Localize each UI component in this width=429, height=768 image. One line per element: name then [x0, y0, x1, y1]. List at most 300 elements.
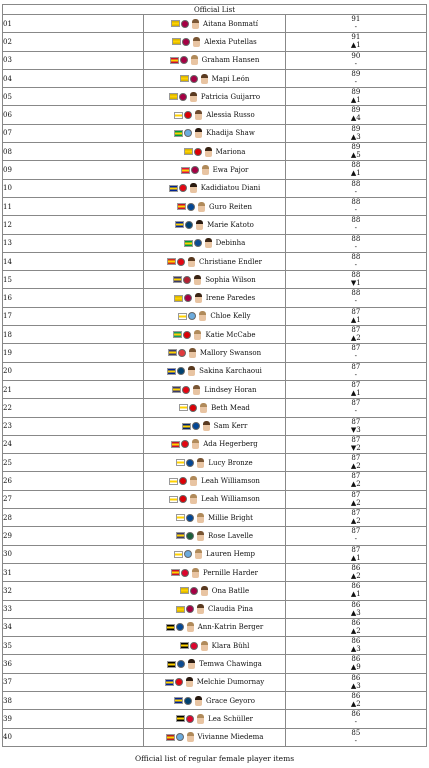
- club-crest-icon: [177, 660, 185, 668]
- club-crest-icon: [186, 459, 194, 467]
- rating-cell: [285, 234, 426, 252]
- player-list-table: [2, 4, 427, 747]
- rank-cell: 03: [3, 51, 144, 69]
- player-name: Guro Reiten: [208, 202, 252, 211]
- nation-flag-icon: [169, 496, 178, 503]
- player-cell: [144, 472, 285, 490]
- club-crest-icon: [192, 422, 200, 430]
- rating-cell: [285, 344, 426, 362]
- nation-flag-icon: [177, 203, 186, 210]
- nation-flag-icon: [184, 240, 193, 247]
- rating-change: ▲1: [350, 41, 361, 50]
- rating-value: 86: [351, 582, 361, 591]
- club-crest-icon: [176, 623, 184, 631]
- player-name: Chloe Kelly: [210, 312, 251, 321]
- table-row: [3, 344, 427, 362]
- table-row: [3, 216, 427, 234]
- player-cell: [144, 655, 285, 673]
- player-photo-icon: [203, 421, 210, 431]
- player-name: Mapi León: [211, 74, 250, 83]
- club-crest-icon: [177, 367, 185, 375]
- club-crest-icon: [184, 294, 192, 302]
- rating-change: ▲2: [350, 498, 361, 507]
- rank-cell: 16: [3, 289, 144, 307]
- rating-change: -: [354, 77, 358, 86]
- table-row: [3, 545, 427, 563]
- rating-cell: [285, 582, 426, 600]
- rank-cell: 34: [3, 618, 144, 636]
- player-photo-icon: [191, 55, 198, 65]
- player-photo-icon: [195, 128, 202, 138]
- rank-cell: 13: [3, 234, 144, 252]
- rating-value: 88: [351, 271, 361, 280]
- player-name: Millie Bright: [207, 513, 253, 522]
- table-row: [3, 252, 427, 270]
- rank-cell: 05: [3, 88, 144, 106]
- player-name: Mariona: [215, 147, 246, 156]
- nation-flag-icon: [179, 404, 188, 411]
- rank-cell: 14: [3, 252, 144, 270]
- player-photo-icon: [192, 19, 199, 29]
- rating-value: 86: [351, 673, 361, 682]
- rank-cell: 26: [3, 472, 144, 490]
- rank-cell: 12: [3, 216, 144, 234]
- rating-change: ▲3: [350, 132, 361, 141]
- rating-change: -: [354, 23, 358, 31]
- rating-change: ▲3: [350, 608, 361, 617]
- player-name: Melchie Dumornay: [196, 678, 265, 687]
- rank-cell: 31: [3, 563, 144, 581]
- nation-flag-icon: [171, 441, 180, 448]
- rating-cell: [285, 691, 426, 709]
- rating-value: 91: [351, 33, 361, 42]
- nation-flag-icon: [172, 386, 181, 393]
- nation-flag-icon: [171, 20, 180, 27]
- player-cell: [144, 88, 285, 106]
- player-name: Klara Bühl: [211, 641, 250, 650]
- rating-cell: [285, 600, 426, 618]
- player-cell: [144, 216, 285, 234]
- nation-flag-icon: [173, 276, 182, 283]
- player-photo-icon: [187, 732, 194, 742]
- club-crest-icon: [184, 697, 192, 705]
- rating-value: 87: [351, 326, 361, 335]
- nation-flag-icon: [174, 697, 183, 704]
- club-crest-icon: [177, 258, 185, 266]
- player-name: Claudia Pina: [207, 605, 253, 614]
- player-photo-icon: [188, 366, 195, 376]
- rank-cell: 09: [3, 161, 144, 179]
- club-crest-icon: [182, 386, 190, 394]
- rank-cell: 39: [3, 710, 144, 728]
- rating-change: -: [354, 59, 358, 68]
- nation-flag-icon: [176, 459, 185, 466]
- rank-cell: 04: [3, 69, 144, 87]
- player-photo-icon: [205, 147, 212, 157]
- rating-cell: [285, 673, 426, 691]
- table-row: [3, 143, 427, 161]
- rating-value: 86: [351, 600, 361, 609]
- rating-value: 86: [351, 655, 361, 664]
- rating-value: 86: [351, 710, 361, 719]
- player-photo-icon: [193, 37, 200, 47]
- rank-cell: 24: [3, 435, 144, 453]
- player-photo-icon: [192, 568, 199, 578]
- rating-cell: [285, 289, 426, 307]
- club-crest-icon: [180, 56, 188, 64]
- player-photo-icon: [190, 92, 197, 102]
- table-row: [3, 454, 427, 472]
- rating-value: 88: [351, 289, 361, 298]
- rating-cell: [285, 362, 426, 380]
- rank-cell: 33: [3, 600, 144, 618]
- club-crest-icon: [191, 166, 199, 174]
- player-photo-icon: [205, 238, 212, 248]
- table-row: [3, 435, 427, 453]
- nation-flag-icon: [174, 112, 183, 119]
- rating-value: 89: [351, 143, 361, 152]
- player-name: Mallory Swanson: [199, 348, 262, 357]
- club-crest-icon: [190, 75, 198, 83]
- rating-change: ▲5: [350, 151, 361, 160]
- rating-cell: [285, 88, 426, 106]
- club-crest-icon: [186, 514, 194, 522]
- player-name: Khadija Shaw: [206, 129, 255, 138]
- player-name: Kadidiatou Diani: [200, 184, 261, 193]
- table-row: [3, 106, 427, 124]
- rank-cell: 15: [3, 271, 144, 289]
- rating-change: ▲2: [350, 571, 361, 580]
- club-crest-icon: [179, 93, 187, 101]
- player-name: Debinha: [215, 239, 246, 248]
- rating-change: -: [354, 297, 358, 306]
- rank-cell: 20: [3, 362, 144, 380]
- club-crest-icon: [186, 715, 194, 723]
- player-cell: [144, 252, 285, 270]
- table-row: [3, 582, 427, 600]
- player-name: Lindsey Horan: [204, 385, 257, 394]
- player-name: Sophia Wilson: [205, 275, 256, 284]
- club-crest-icon: [183, 276, 191, 284]
- rank-cell: 38: [3, 691, 144, 709]
- table-row: [3, 527, 427, 545]
- rank-cell: 23: [3, 417, 144, 435]
- nation-flag-icon: [182, 423, 191, 430]
- rating-change: ▲2: [350, 517, 361, 526]
- club-crest-icon: [179, 477, 187, 485]
- nation-flag-icon: [166, 624, 175, 631]
- club-crest-icon: [179, 184, 187, 192]
- player-cell: [144, 143, 285, 161]
- rating-value: 87: [351, 490, 361, 499]
- rating-change: ▼3: [350, 425, 361, 434]
- player-photo-icon: [186, 677, 193, 687]
- rating-value: 87: [351, 362, 361, 371]
- table-row: [3, 563, 427, 581]
- player-cell: [144, 490, 285, 508]
- rating-cell: [285, 490, 426, 508]
- rating-cell: [285, 161, 426, 179]
- club-crest-icon: [190, 587, 198, 595]
- club-crest-icon: [181, 20, 189, 28]
- rating-value: 86: [351, 637, 361, 646]
- player-photo-icon: [194, 275, 201, 285]
- rating-value: 91: [351, 15, 361, 23]
- player-cell: [144, 197, 285, 215]
- rating-value: 87: [351, 307, 361, 316]
- rank-cell: 07: [3, 124, 144, 142]
- nation-flag-icon: [184, 148, 193, 155]
- player-cell: [144, 161, 285, 179]
- rating-change: ▲1: [350, 96, 361, 105]
- player-cell: [144, 399, 285, 417]
- nation-flag-icon: [174, 551, 183, 558]
- table-row: [3, 161, 427, 179]
- table-row: [3, 234, 427, 252]
- rating-change: -: [354, 407, 358, 416]
- club-crest-icon: [194, 148, 202, 156]
- player-cell: [144, 417, 285, 435]
- player-cell: [144, 435, 285, 453]
- player-name: Ann-Katrin Berger: [197, 623, 264, 632]
- rank-cell: 36: [3, 655, 144, 673]
- player-name: Graham Hansen: [201, 56, 260, 65]
- rating-change: -: [354, 370, 358, 379]
- rating-value: 89: [351, 69, 361, 78]
- table-row: [3, 673, 427, 691]
- rating-change: -: [354, 260, 358, 269]
- player-photo-icon: [197, 714, 204, 724]
- rating-change: ▲1: [350, 388, 361, 397]
- player-cell: [144, 106, 285, 124]
- rank-cell: 21: [3, 380, 144, 398]
- table-row: [3, 88, 427, 106]
- rating-cell: [285, 454, 426, 472]
- nation-flag-icon: [180, 75, 189, 82]
- nation-flag-icon: [167, 258, 176, 265]
- nation-flag-icon: [169, 185, 178, 192]
- nation-flag-icon: [181, 167, 190, 174]
- player-photo-icon: [197, 458, 204, 468]
- rating-value: 87: [351, 454, 361, 463]
- club-crest-icon: [181, 569, 189, 577]
- player-cell: [144, 234, 285, 252]
- nation-flag-icon: [169, 93, 178, 100]
- rating-value: 89: [351, 106, 361, 115]
- rank-cell: 25: [3, 454, 144, 472]
- club-crest-icon: [179, 495, 187, 503]
- player-name: Ona Batlle: [211, 586, 250, 595]
- rating-cell: [285, 69, 426, 87]
- player-photo-icon: [201, 586, 208, 596]
- player-name: Marie Katoto: [207, 220, 254, 229]
- rank-cell: 29: [3, 527, 144, 545]
- rating-cell: [285, 380, 426, 398]
- nation-flag-icon: [166, 734, 175, 741]
- table-row: [3, 289, 427, 307]
- rating-cell: [285, 15, 426, 33]
- player-name: Leah Williamson: [201, 477, 260, 486]
- rating-cell: [285, 124, 426, 142]
- rating-change: ▲1: [350, 553, 361, 562]
- rating-cell: [285, 399, 426, 417]
- nation-flag-icon: [172, 38, 181, 45]
- nation-flag-icon: [175, 221, 184, 228]
- rating-value: 88: [351, 252, 361, 261]
- nation-flag-icon: [176, 606, 185, 613]
- player-photo-icon: [190, 476, 197, 486]
- table-row: [3, 51, 427, 69]
- rank-cell: 11: [3, 197, 144, 215]
- rating-change: ▲1: [350, 169, 361, 178]
- player-name: Alessia Russo: [206, 111, 255, 120]
- player-photo-icon: [195, 549, 202, 559]
- table-row: [3, 472, 427, 490]
- player-cell: [144, 710, 285, 728]
- rating-value: 87: [351, 472, 361, 481]
- nation-flag-icon: [167, 661, 176, 668]
- rating-cell: [285, 51, 426, 69]
- rating-change: ▲2: [350, 334, 361, 343]
- rating-value: 87: [351, 399, 361, 408]
- nation-flag-icon: [170, 57, 179, 64]
- player-name: Beth Mead: [211, 403, 250, 412]
- nation-flag-icon: [180, 642, 189, 649]
- nation-flag-icon: [168, 349, 177, 356]
- table-row: [3, 69, 427, 87]
- rating-value: 87: [351, 545, 361, 554]
- rating-change: -: [354, 224, 358, 233]
- player-cell: [144, 124, 285, 142]
- rating-cell: [285, 509, 426, 527]
- player-name: Lauren Hemp: [206, 550, 255, 559]
- rating-change: -: [354, 352, 358, 361]
- player-cell: [144, 728, 285, 746]
- club-crest-icon: [183, 331, 191, 339]
- rating-cell: [285, 637, 426, 655]
- rank-cell: 18: [3, 326, 144, 344]
- rating-value: 86: [351, 618, 361, 627]
- table-row: [3, 618, 427, 636]
- player-cell: [144, 691, 285, 709]
- player-name: Christiane Endler: [199, 257, 262, 266]
- player-name: Ewa Pajor: [212, 166, 249, 175]
- rating-value: 88: [351, 161, 361, 170]
- rank-cell: 08: [3, 143, 144, 161]
- player-cell: [144, 344, 285, 362]
- table-row: [3, 326, 427, 344]
- rating-cell: [285, 197, 426, 215]
- table-row: [3, 271, 427, 289]
- player-cell: [144, 380, 285, 398]
- player-cell: [144, 509, 285, 527]
- rating-value: 85: [351, 728, 361, 737]
- rating-change: -: [354, 205, 358, 214]
- table-row: [3, 509, 427, 527]
- rating-value: 87: [351, 380, 361, 389]
- table-row: [3, 33, 427, 51]
- rating-value: 89: [351, 124, 361, 133]
- player-name: Katie McCabe: [205, 330, 256, 339]
- table-row: [3, 490, 427, 508]
- player-cell: [144, 69, 285, 87]
- rating-cell: [285, 326, 426, 344]
- player-photo-icon: [194, 330, 201, 340]
- rank-cell: 06: [3, 106, 144, 124]
- player-photo-icon: [195, 696, 202, 706]
- rating-change: ▲1: [350, 590, 361, 599]
- rating-cell: [285, 618, 426, 636]
- player-name: Patricia Guijarro: [200, 92, 261, 101]
- nation-flag-icon: [167, 368, 176, 375]
- player-photo-icon: [188, 659, 195, 669]
- club-crest-icon: [189, 404, 197, 412]
- nation-flag-icon: [176, 715, 185, 722]
- rating-cell: [285, 728, 426, 746]
- rank-cell: 22: [3, 399, 144, 417]
- list-footer: Official list of regular female player items: [134, 754, 295, 763]
- rating-cell: [285, 307, 426, 325]
- club-crest-icon: [184, 111, 192, 119]
- player-photo-icon: [189, 348, 196, 358]
- rating-value: 88: [351, 216, 361, 225]
- player-photo-icon: [192, 439, 199, 449]
- player-cell: [144, 582, 285, 600]
- rating-cell: [285, 710, 426, 728]
- nation-flag-icon: [173, 331, 182, 338]
- player-photo-icon: [200, 403, 207, 413]
- table-row: [3, 197, 427, 215]
- rank-cell: 01: [3, 15, 144, 33]
- club-crest-icon: [186, 605, 194, 613]
- rank-cell: 27: [3, 490, 144, 508]
- rating-value: 88: [351, 234, 361, 243]
- table-row: [3, 600, 427, 618]
- rating-value: 89: [351, 88, 361, 97]
- player-cell: [144, 454, 285, 472]
- player-photo-icon: [190, 494, 197, 504]
- rank-cell: 28: [3, 509, 144, 527]
- rating-value: 87: [351, 417, 361, 426]
- player-name: Lucy Bronze: [208, 458, 253, 467]
- table-row: [3, 362, 427, 380]
- nation-flag-icon: [169, 478, 178, 485]
- nation-flag-icon: [174, 295, 183, 302]
- table-row: [3, 124, 427, 142]
- rating-value: 87: [351, 509, 361, 518]
- player-name: Lea Schüller: [208, 714, 253, 723]
- player-photo-icon: [199, 311, 206, 321]
- player-name: Irene Paredes: [205, 294, 256, 303]
- rating-value: 86: [351, 563, 361, 572]
- club-crest-icon: [186, 532, 194, 540]
- player-cell: [144, 33, 285, 51]
- nation-flag-icon: [176, 532, 185, 539]
- player-name: Vivianne Miedema: [197, 733, 264, 742]
- table-row: [3, 728, 427, 746]
- club-crest-icon: [187, 203, 195, 211]
- rank-cell: 02: [3, 33, 144, 51]
- player-cell: [144, 289, 285, 307]
- rank-cell: 40: [3, 728, 144, 746]
- club-crest-icon: [190, 642, 198, 650]
- table-row: [3, 380, 427, 398]
- player-photo-icon: [197, 513, 204, 523]
- player-cell: [144, 326, 285, 344]
- rating-change: -: [354, 187, 358, 196]
- rating-cell: [285, 417, 426, 435]
- rank-cell: 30: [3, 545, 144, 563]
